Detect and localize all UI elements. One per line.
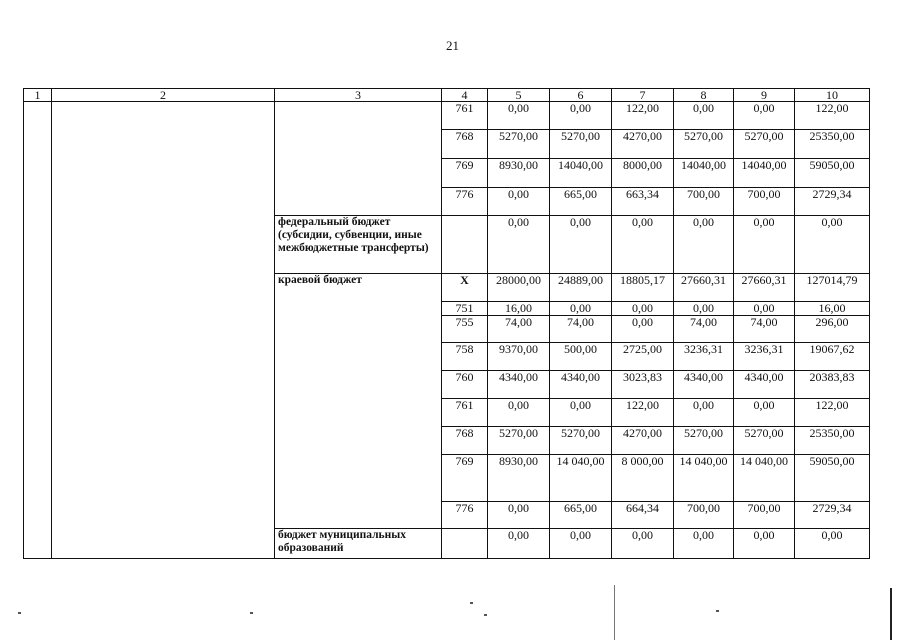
code-cell: 768 [442,130,488,159]
code-cell: 769 [442,159,488,188]
funding-source-label: краевой бюджет [275,274,442,529]
value-cell: 0,00 [488,102,550,130]
value-cell: 74,00 [550,316,612,343]
budget-table [23,88,870,559]
value-cell: 700,00 [734,188,795,216]
value-cell: 0,00 [612,216,674,274]
value-cell: 296,00 [795,316,870,343]
value-cell: 0,00 [734,102,795,130]
code-cell: 755 [442,316,488,343]
value-cell: 122,00 [612,399,674,427]
value-cell: 0,00 [550,399,612,427]
scan-speck [470,602,473,604]
value-cell: 0,00 [550,102,612,130]
value-cell: 9370,00 [488,343,550,371]
header-cell: 4 [442,89,488,102]
value-cell: 700,00 [674,502,734,529]
value-cell: 5270,00 [550,427,612,455]
value-cell: 74,00 [674,316,734,343]
value-cell: 16,00 [795,302,870,316]
value-cell: 74,00 [734,316,795,343]
value-cell: 19067,62 [795,343,870,371]
value-cell: 700,00 [734,502,795,529]
value-cell: 500,00 [550,343,612,371]
value-cell: 8930,00 [488,455,550,502]
value-cell: 14 040,00 [550,455,612,502]
code-cell [442,216,488,274]
code-cell: 769 [442,455,488,502]
scan-speck [484,614,487,616]
value-cell: 0,00 [612,316,674,343]
value-cell: 8930,00 [488,159,550,188]
value-cell: 2729,34 [795,188,870,216]
value-cell: 5270,00 [550,130,612,159]
page-number: 21 [446,38,459,53]
value-cell: 0,00 [550,529,612,559]
value-cell: 4270,00 [612,130,674,159]
value-cell: 664,34 [612,502,674,529]
table-row [24,102,870,130]
header-cell: 6 [550,89,612,102]
value-cell: 0,00 [612,302,674,316]
value-cell: 16,00 [488,302,550,316]
value-cell: 0,00 [674,302,734,316]
value-cell: 4270,00 [612,427,674,455]
code-cell: 776 [442,188,488,216]
funding-source-label: федеральный бюджет (субсидии, субвенции, иные межбюджетные трансферты) [275,216,442,274]
scan-speck [716,610,719,612]
value-cell: 8 000,00 [612,455,674,502]
value-cell: 5270,00 [674,130,734,159]
value-cell: 0,00 [488,529,550,559]
code-cell: 768 [442,427,488,455]
header-cell: 5 [488,89,550,102]
header-cell: 8 [674,89,734,102]
row-number-cell [24,102,52,559]
value-cell: 25350,00 [795,427,870,455]
value-cell: 14 040,00 [674,455,734,502]
funding-source-label: бюджет муниципальных образований [275,529,442,559]
value-cell: 4340,00 [674,371,734,399]
value-cell: 0,00 [674,216,734,274]
value-cell: 0,00 [550,302,612,316]
value-cell: 0,00 [795,216,870,274]
header-cell: 3 [275,89,442,102]
value-cell: 20383,83 [795,371,870,399]
value-cell: 5270,00 [734,427,795,455]
value-cell: 122,00 [795,399,870,427]
value-cell: 665,00 [550,502,612,529]
value-cell: 5270,00 [488,427,550,455]
value-cell: 700,00 [674,188,734,216]
code-cell: 758 [442,343,488,371]
value-cell: 59050,00 [795,455,870,502]
value-cell: 14040,00 [674,159,734,188]
code-cell: 776 [442,502,488,529]
value-cell: 2729,34 [795,502,870,529]
value-cell: 4340,00 [734,371,795,399]
right-edge-line [890,588,892,640]
value-cell: 0,00 [488,188,550,216]
header-cell: 7 [612,89,674,102]
value-cell: 27660,31 [674,274,734,302]
value-cell: 74,00 [488,316,550,343]
header-cell: 2 [52,89,275,102]
value-cell: 14 040,00 [734,455,795,502]
scan-speck [250,612,253,614]
funding-source-cell [275,102,442,216]
value-cell: 0,00 [734,529,795,559]
header-cell: 1 [24,89,52,102]
value-cell: 0,00 [795,529,870,559]
value-cell: 3236,31 [674,343,734,371]
value-cell: 0,00 [488,399,550,427]
value-cell: 59050,00 [795,159,870,188]
value-cell: 8000,00 [612,159,674,188]
value-cell: 28000,00 [488,274,550,302]
value-cell: 0,00 [674,529,734,559]
value-cell: 14040,00 [734,159,795,188]
code-cell: 761 [442,102,488,130]
value-cell: 122,00 [795,102,870,130]
value-cell: 0,00 [612,529,674,559]
code-cell: 761 [442,399,488,427]
value-cell: 27660,31 [734,274,795,302]
value-cell: 0,00 [488,502,550,529]
value-cell: 18805,17 [612,274,674,302]
value-cell: 663,34 [612,188,674,216]
value-cell: 14040,00 [550,159,612,188]
value-cell: 122,00 [612,102,674,130]
value-cell: 5270,00 [674,427,734,455]
value-cell: 0,00 [488,216,550,274]
value-cell: 0,00 [674,102,734,130]
code-cell: X [442,274,488,302]
scan-speck [18,612,21,614]
code-cell: 751 [442,302,488,316]
header-cell: 9 [734,89,795,102]
header-row [24,89,870,102]
value-cell: 5270,00 [488,130,550,159]
value-cell: 0,00 [734,399,795,427]
table-body [24,89,870,559]
value-cell: 0,00 [734,302,795,316]
code-cell: 760 [442,371,488,399]
code-cell [442,529,488,559]
value-cell: 0,00 [734,216,795,274]
value-cell: 25350,00 [795,130,870,159]
description-cell [52,102,275,559]
header-cell: 10 [795,89,870,102]
value-cell: 5270,00 [734,130,795,159]
value-cell: 127014,79 [795,274,870,302]
value-cell: 4340,00 [488,371,550,399]
value-cell: 4340,00 [550,371,612,399]
value-cell: 2725,00 [612,343,674,371]
value-cell: 0,00 [674,399,734,427]
value-cell: 24889,00 [550,274,612,302]
vertical-scan-line [614,585,615,640]
value-cell: 3023,83 [612,371,674,399]
value-cell: 3236,31 [734,343,795,371]
value-cell: 0,00 [550,216,612,274]
value-cell: 665,00 [550,188,612,216]
